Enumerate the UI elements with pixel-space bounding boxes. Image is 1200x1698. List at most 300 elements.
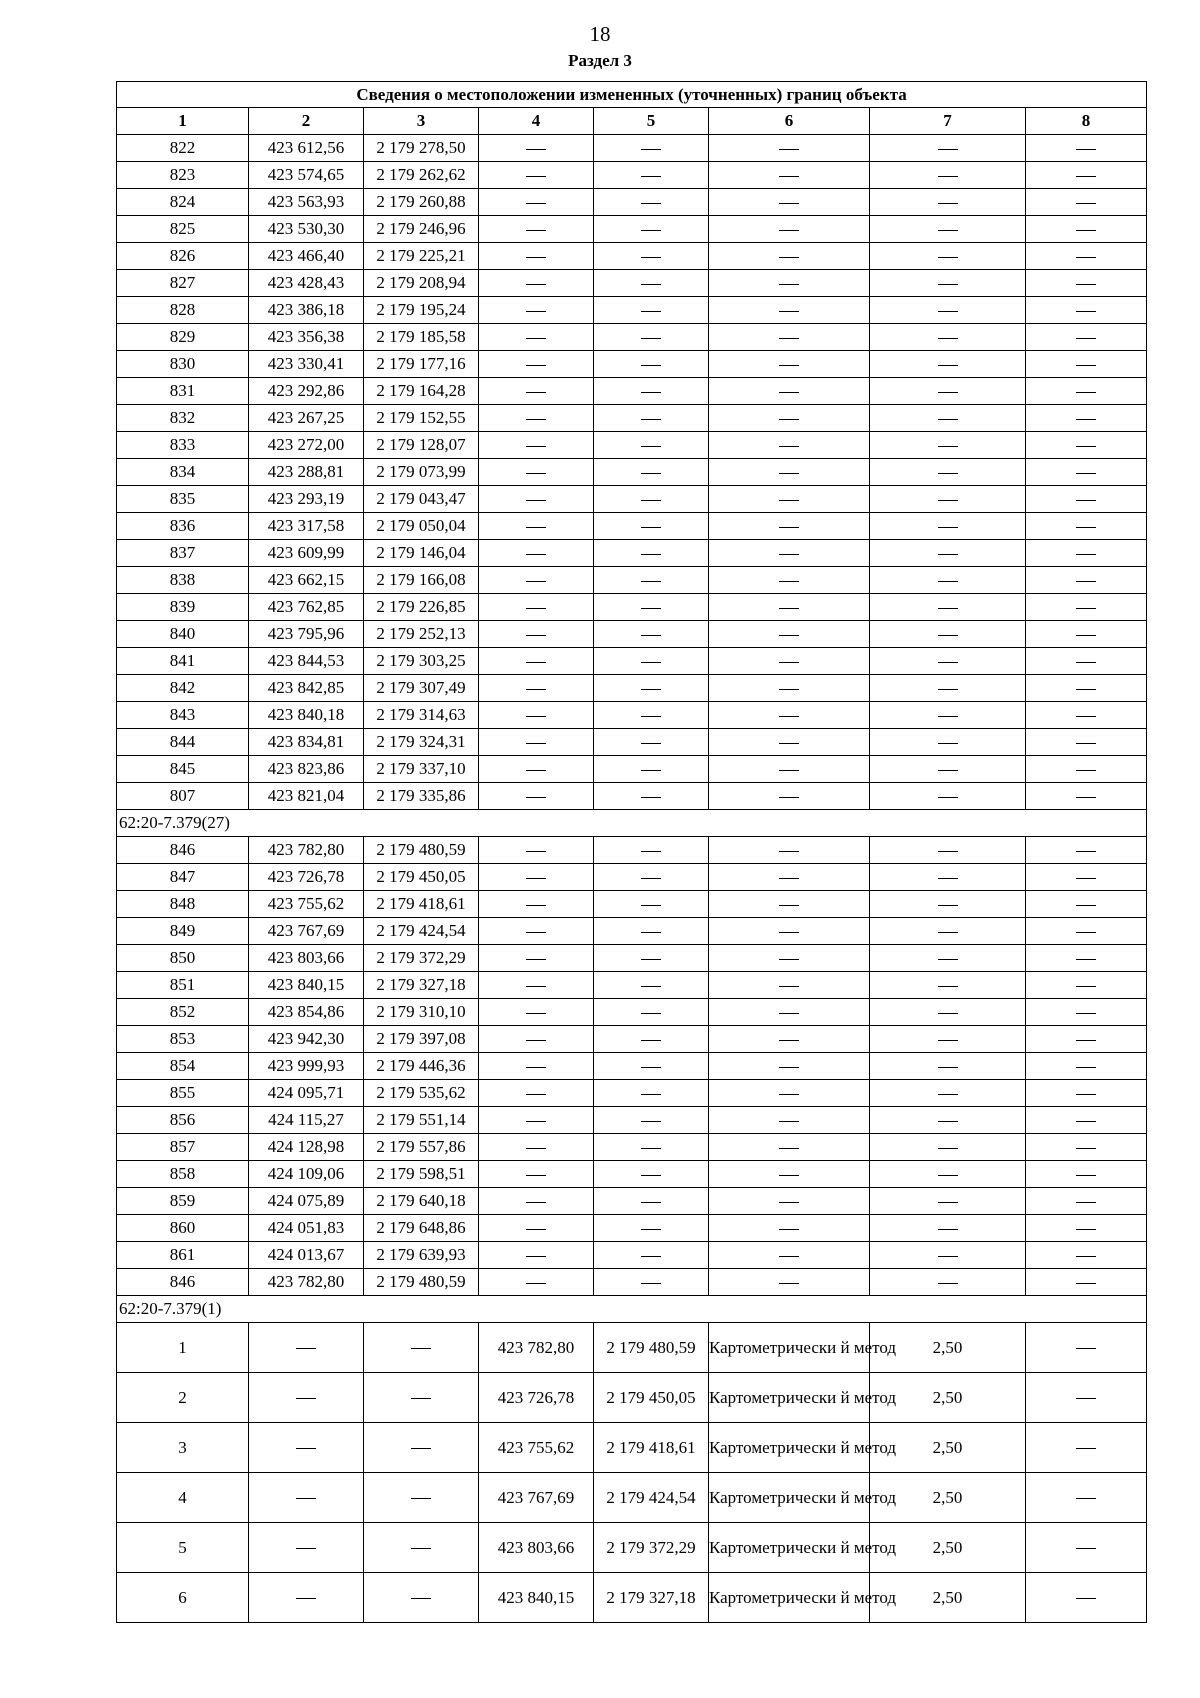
dash-mark [641, 662, 661, 663]
table-cell: 2 179 246,96 [364, 216, 479, 243]
table-cell [709, 486, 870, 513]
table-cell: 4 [117, 1473, 249, 1523]
table-cell [479, 891, 594, 918]
table-cell: 423 782,80 [479, 1323, 594, 1373]
dash-mark [526, 1283, 546, 1284]
dash-mark [938, 311, 958, 312]
table-cell [1026, 918, 1147, 945]
table-row [117, 621, 1147, 648]
table-cell: 2 179 185,58 [364, 324, 479, 351]
table-cell [1026, 1573, 1147, 1623]
table-cell [1026, 189, 1147, 216]
page-number: 18 [589, 22, 611, 46]
dash-mark [641, 1175, 661, 1176]
table-cell [870, 1080, 1026, 1107]
table-cell [1026, 540, 1147, 567]
dash-mark [938, 1013, 958, 1014]
table-cell [1026, 459, 1147, 486]
table-cell [594, 486, 709, 513]
table-cell [479, 378, 594, 405]
dash-mark [641, 878, 661, 879]
dash-mark [779, 230, 799, 231]
table-cell [1026, 702, 1147, 729]
dash-mark [1076, 1548, 1096, 1549]
table-cell: 844 [117, 729, 249, 756]
column-header: 6 [709, 108, 870, 135]
table-cell [479, 999, 594, 1026]
table-cell [870, 891, 1026, 918]
table-row [117, 945, 1147, 972]
table-cell [870, 216, 1026, 243]
dash-mark [411, 1498, 431, 1499]
dash-mark [526, 581, 546, 582]
table-cell [479, 189, 594, 216]
table-cell [249, 1523, 364, 1573]
table-cell: 843 [117, 702, 249, 729]
dash-mark [641, 905, 661, 906]
table-cell: 2 179 337,10 [364, 756, 479, 783]
table-cell [479, 1080, 594, 1107]
dash-mark [641, 770, 661, 771]
dash-mark [938, 743, 958, 744]
table-row [117, 243, 1147, 270]
table-cell [594, 351, 709, 378]
dash-mark [938, 500, 958, 501]
table-caption-row [117, 82, 1147, 108]
table-cell [479, 1242, 594, 1269]
dash-mark [779, 851, 799, 852]
table-cell: 2 179 177,16 [364, 351, 479, 378]
table-row [117, 1242, 1147, 1269]
dash-mark [526, 1175, 546, 1176]
table-cell [1026, 1242, 1147, 1269]
dash-mark [641, 392, 661, 393]
table-cell [594, 1053, 709, 1080]
table-cell [870, 351, 1026, 378]
table-row [117, 1573, 1147, 1623]
table-row [117, 999, 1147, 1026]
table-cell [709, 378, 870, 405]
table-row [117, 756, 1147, 783]
dash-mark [411, 1448, 431, 1449]
dash-mark [641, 851, 661, 852]
table-row [117, 1188, 1147, 1215]
dash-mark [526, 716, 546, 717]
dash-mark [779, 635, 799, 636]
table-cell [709, 891, 870, 918]
table-cell [364, 1373, 479, 1423]
table-cell: 423 530,30 [249, 216, 364, 243]
section-title: Раздел 3 [568, 51, 632, 70]
table-cell: 2 179 310,10 [364, 999, 479, 1026]
dash-mark [938, 1148, 958, 1149]
dash-mark [526, 1256, 546, 1257]
dash-mark [526, 338, 546, 339]
dash-mark [526, 851, 546, 852]
table-cell: 1 [117, 1323, 249, 1373]
dash-mark [526, 1121, 546, 1122]
table-cell: 847 [117, 864, 249, 891]
table-row [117, 459, 1147, 486]
dash-mark [779, 554, 799, 555]
table-cell: 423 795,96 [249, 621, 364, 648]
table-cell [594, 378, 709, 405]
dash-mark [1076, 1256, 1096, 1257]
dash-mark [526, 527, 546, 528]
table-cell: 858 [117, 1161, 249, 1188]
table-cell [479, 162, 594, 189]
table-cell [1026, 1323, 1147, 1373]
dash-mark [641, 1121, 661, 1122]
table-cell: 807 [117, 783, 249, 810]
table-cell [709, 918, 870, 945]
dash-mark [1076, 392, 1096, 393]
dash-mark [938, 689, 958, 690]
table-cell: 2 179 480,59 [594, 1323, 709, 1373]
table-cell [594, 675, 709, 702]
dash-mark [296, 1498, 316, 1499]
table-cell [1026, 945, 1147, 972]
table-cell [479, 486, 594, 513]
table-cell [479, 945, 594, 972]
table-cell [1026, 513, 1147, 540]
table-cell: 423 767,69 [479, 1473, 594, 1523]
table-cell [479, 297, 594, 324]
table-cell: 2,50 [870, 1423, 1026, 1473]
table-cell [709, 1107, 870, 1134]
table-row [117, 432, 1147, 459]
table-cell [709, 540, 870, 567]
dash-mark [526, 932, 546, 933]
dash-mark [641, 986, 661, 987]
table-row [117, 567, 1147, 594]
table-cell [1026, 594, 1147, 621]
table-row [117, 1107, 1147, 1134]
table-cell [870, 837, 1026, 864]
dash-mark [779, 284, 799, 285]
dash-mark [938, 473, 958, 474]
table-cell [364, 1323, 479, 1373]
table-cell [870, 999, 1026, 1026]
table-cell: 828 [117, 297, 249, 324]
table-cell [479, 1269, 594, 1296]
dash-mark [779, 581, 799, 582]
table-cell: 2 179 208,94 [364, 270, 479, 297]
table-cell [594, 567, 709, 594]
table-cell [479, 1053, 594, 1080]
dash-mark [938, 1283, 958, 1284]
dash-mark [779, 365, 799, 366]
table-cell [709, 1026, 870, 1053]
dash-mark [641, 365, 661, 366]
table-cell: 855 [117, 1080, 249, 1107]
table-cell [870, 864, 1026, 891]
table-cell [870, 513, 1026, 540]
dash-mark [1076, 554, 1096, 555]
table-cell [1026, 216, 1147, 243]
table-cell: 2 179 226,85 [364, 594, 479, 621]
dash-mark [779, 1040, 799, 1041]
table-cell [1026, 1423, 1147, 1473]
dash-mark [1076, 1348, 1096, 1349]
dash-mark [641, 446, 661, 447]
dash-mark [296, 1348, 316, 1349]
dash-mark [779, 419, 799, 420]
dash-mark [938, 1256, 958, 1257]
table-cell [479, 1107, 594, 1134]
table-cell [709, 162, 870, 189]
table-row [117, 729, 1147, 756]
table-cell: 834 [117, 459, 249, 486]
table-cell: 824 [117, 189, 249, 216]
dash-mark [641, 1283, 661, 1284]
dash-mark [296, 1598, 316, 1599]
table-cell [479, 837, 594, 864]
table-cell [364, 1423, 479, 1473]
dash-mark [1076, 1175, 1096, 1176]
table-cell: 423 844,53 [249, 648, 364, 675]
table-row [117, 864, 1147, 891]
table-cell: 846 [117, 837, 249, 864]
dash-mark [526, 905, 546, 906]
table-cell: 2 179 327,18 [594, 1573, 709, 1623]
table-cell: 2 179 551,14 [364, 1107, 479, 1134]
table-cell [709, 243, 870, 270]
table-cell: 424 115,27 [249, 1107, 364, 1134]
dash-mark [526, 1148, 546, 1149]
table-cell [479, 540, 594, 567]
dash-mark [641, 230, 661, 231]
table-cell: 2 179 262,62 [364, 162, 479, 189]
table-row [117, 702, 1147, 729]
dash-mark [296, 1448, 316, 1449]
dash-mark [641, 1229, 661, 1230]
table-cell [594, 405, 709, 432]
table-cell [249, 1423, 364, 1473]
dash-mark [1076, 1283, 1096, 1284]
table-cell: 423 726,78 [249, 864, 364, 891]
table-cell [594, 459, 709, 486]
table-row [117, 162, 1147, 189]
table-cell [479, 756, 594, 783]
table-cell [870, 1215, 1026, 1242]
dash-mark [1076, 1067, 1096, 1068]
table-cell: 838 [117, 567, 249, 594]
dash-mark [779, 1202, 799, 1203]
dash-mark [938, 392, 958, 393]
dash-mark [779, 473, 799, 474]
table-row [117, 1423, 1147, 1473]
table-cell [870, 297, 1026, 324]
table-row [117, 378, 1147, 405]
table-cell [364, 1523, 479, 1573]
dash-mark [938, 1229, 958, 1230]
table-cell [709, 1188, 870, 1215]
dash-mark [1076, 1094, 1096, 1095]
table-cell: 846 [117, 1269, 249, 1296]
table-row [117, 351, 1147, 378]
table-cell [594, 891, 709, 918]
table-row [117, 216, 1147, 243]
table-cell [594, 837, 709, 864]
dash-mark [779, 257, 799, 258]
table-cell [709, 351, 870, 378]
table-cell [870, 432, 1026, 459]
table-cell: 423 386,18 [249, 297, 364, 324]
table-cell: 423 834,81 [249, 729, 364, 756]
dash-mark [526, 392, 546, 393]
table-row [117, 513, 1147, 540]
dash-mark [1076, 338, 1096, 339]
table-cell [479, 675, 594, 702]
dash-mark [1076, 1040, 1096, 1041]
table-cell [479, 1026, 594, 1053]
dash-mark [641, 797, 661, 798]
table-row [117, 783, 1147, 810]
table-cell [594, 648, 709, 675]
table-cell: 2,50 [870, 1473, 1026, 1523]
dash-mark [938, 608, 958, 609]
table-cell [594, 1269, 709, 1296]
table-cell [479, 594, 594, 621]
dash-mark [641, 1067, 661, 1068]
table-cell: 423 999,93 [249, 1053, 364, 1080]
table-cell [479, 783, 594, 810]
dash-mark [938, 1202, 958, 1203]
table-cell: 423 317,58 [249, 513, 364, 540]
table-cell [870, 405, 1026, 432]
dash-mark [641, 1040, 661, 1041]
dash-mark [411, 1348, 431, 1349]
table-cell [709, 567, 870, 594]
dash-mark [526, 986, 546, 987]
table-cell: 2 179 278,50 [364, 135, 479, 162]
dash-mark [526, 1040, 546, 1041]
table-cell: 2 179 418,61 [594, 1423, 709, 1473]
table-row [117, 324, 1147, 351]
table-cell [1026, 324, 1147, 351]
dash-mark [641, 743, 661, 744]
table-cell [1026, 648, 1147, 675]
dash-mark [938, 149, 958, 150]
dash-mark [641, 1094, 661, 1095]
table-cell [594, 162, 709, 189]
table-cell: 2,50 [870, 1523, 1026, 1573]
table-cell [709, 945, 870, 972]
dash-mark [938, 635, 958, 636]
table-cell [1026, 972, 1147, 999]
dash-mark [938, 878, 958, 879]
table-cell: 2 179 327,18 [364, 972, 479, 999]
table-cell [1026, 162, 1147, 189]
table-cell: 5 [117, 1523, 249, 1573]
column-header: 4 [479, 108, 594, 135]
table-cell: 850 [117, 945, 249, 972]
table-cell: 423 267,25 [249, 405, 364, 432]
dash-mark [1076, 662, 1096, 663]
table-cell: 2 179 480,59 [364, 837, 479, 864]
dash-mark [526, 554, 546, 555]
table-cell [1026, 1188, 1147, 1215]
table-cell [249, 1373, 364, 1423]
table-cell [870, 324, 1026, 351]
table-cell: 2 179 164,28 [364, 378, 479, 405]
table-cell: Картометрически й метод [709, 1523, 870, 1573]
dash-mark [1076, 419, 1096, 420]
table-cell: 423 662,15 [249, 567, 364, 594]
dash-mark [1076, 1598, 1096, 1599]
table-cell [709, 1269, 870, 1296]
table-cell [870, 378, 1026, 405]
table-cell [709, 1242, 870, 1269]
dash-mark [938, 1175, 958, 1176]
table-cell: 424 013,67 [249, 1242, 364, 1269]
table-cell [1026, 1134, 1147, 1161]
dash-mark [779, 1121, 799, 1122]
table-cell: 2 179 450,05 [594, 1373, 709, 1423]
table-cell [479, 243, 594, 270]
dash-mark [1076, 932, 1096, 933]
dash-mark [641, 284, 661, 285]
table-cell [709, 675, 870, 702]
dash-mark [1076, 743, 1096, 744]
table-cell: 851 [117, 972, 249, 999]
dash-mark [938, 338, 958, 339]
table-row [117, 540, 1147, 567]
dash-mark [779, 1283, 799, 1284]
table-cell [1026, 1215, 1147, 1242]
table-cell [709, 1161, 870, 1188]
table-cell [594, 513, 709, 540]
dash-mark [1076, 959, 1096, 960]
table-cell [479, 621, 594, 648]
dash-mark [641, 419, 661, 420]
table-cell: 423 755,62 [249, 891, 364, 918]
dash-mark [938, 176, 958, 177]
table-cell: 2 179 195,24 [364, 297, 479, 324]
table-cell [1026, 1107, 1147, 1134]
table-cell [1026, 486, 1147, 513]
dash-mark [779, 986, 799, 987]
table-row [117, 1323, 1147, 1373]
dash-mark [641, 608, 661, 609]
table-cell: 6 [117, 1573, 249, 1623]
dash-mark [1076, 797, 1096, 798]
table-cell [479, 648, 594, 675]
dash-mark [526, 1067, 546, 1068]
table-row [117, 837, 1147, 864]
table-cell: 423 466,40 [249, 243, 364, 270]
table-row [117, 1080, 1147, 1107]
table-cell [594, 216, 709, 243]
table-cell: 854 [117, 1053, 249, 1080]
table-cell: 827 [117, 270, 249, 297]
table-cell [1026, 432, 1147, 459]
dash-mark [1076, 1448, 1096, 1449]
column-header: 8 [1026, 108, 1147, 135]
table-cell [870, 189, 1026, 216]
table-cell: 423 755,62 [479, 1423, 594, 1473]
dash-mark [1076, 527, 1096, 528]
dash-mark [526, 878, 546, 879]
dash-mark [938, 1040, 958, 1041]
dash-mark [1076, 716, 1096, 717]
dash-mark [641, 311, 661, 312]
table-cell [479, 324, 594, 351]
table-cell: 2 179 252,13 [364, 621, 479, 648]
table-cell: 2,50 [870, 1323, 1026, 1373]
table-row [117, 189, 1147, 216]
